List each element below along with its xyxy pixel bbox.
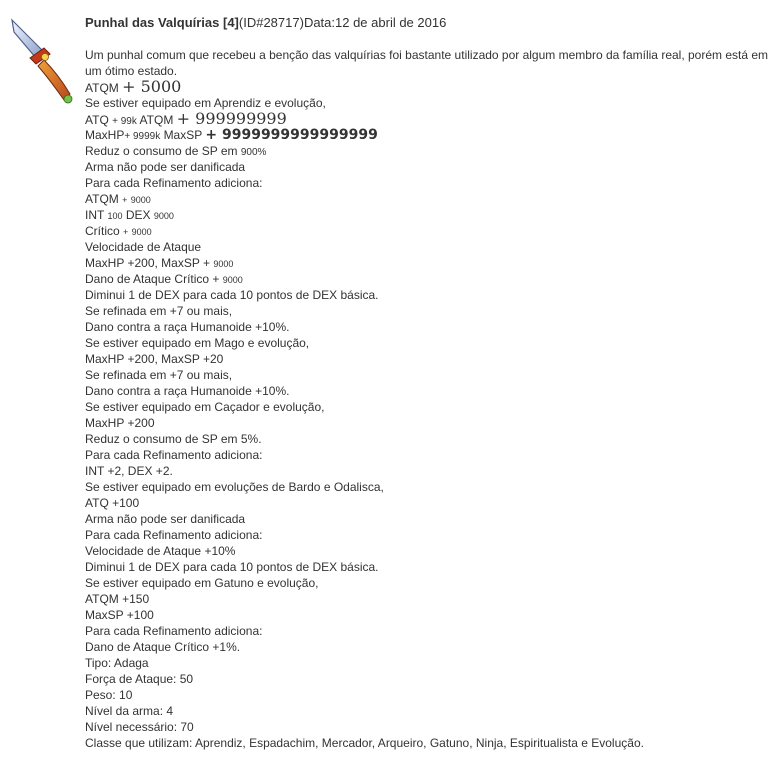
stat-line: Nível da arma: 4: [85, 704, 174, 718]
stat-line: Crítico + 9000: [85, 224, 152, 238]
item-date: Data:12 de abril de 2016: [303, 15, 447, 30]
stat-line: Para cada Refinamento adiciona:: [85, 528, 263, 542]
stat-line: Peso: 10: [85, 688, 133, 702]
stat-line: Arma não pode ser danificada: [85, 160, 246, 174]
stat-line: Classe que utilizam: Aprendiz, Espadachim, Mercador, Arqueiro, Gatuno, Ninja, Espiritualista e Evolução.: [85, 736, 644, 750]
stat-line: Velocidade de Ataque: [85, 240, 202, 254]
item-description: Um punhal comum que recebeu a benção das valquírias foi bastante utilizado por algum membro da família real, porém está em um ótimo estado.: [85, 48, 769, 78]
stat-line: Para cada Refinamento adiciona:: [85, 448, 263, 462]
stat-line: ATQ +100: [85, 496, 140, 510]
stat-line: MaxHP +200: [85, 416, 155, 430]
stat-line: Se estiver equipado em Gatuno e evolução,: [85, 576, 319, 590]
item-header: [85, 15, 446, 30]
stat-line: Para cada Refinamento adiciona:: [85, 176, 263, 190]
stat-line: Diminui 1 de DEX para cada 10 pontos de DEX básica.: [85, 288, 379, 302]
item-title: Punhal das Valquírias [4]: [85, 15, 239, 30]
stat-line: Se estiver equipado em Mago e evolução,: [85, 336, 310, 350]
stat-line: Se estiver equipado em Aprendiz e evolução,: [85, 96, 326, 110]
dagger-icon: [8, 14, 78, 106]
stat-line: Velocidade de Ataque +10%: [85, 544, 236, 558]
stat-line: Para cada Refinamento adiciona:: [85, 624, 263, 638]
stat-line: Arma não pode ser danificada: [85, 512, 246, 526]
stat-line: Se estiver equipado em Caçador e evolução,: [85, 400, 325, 414]
stat-line: Nível necessário: 70: [85, 720, 194, 734]
stat-line: Dano contra a raça Humanoide +10%.: [85, 320, 290, 334]
stat-line: MaxHP +200, MaxSP +20: [85, 352, 224, 366]
stat-line: Diminui 1 de DEX para cada 10 pontos de DEX básica.: [85, 560, 379, 574]
stat-line: Reduz o consumo de SP em 5%.: [85, 432, 262, 446]
stat-line: Dano de Ataque Crítico + 9000: [85, 272, 243, 286]
stat-line: ATQ + 99k ATQM + 999999999: [85, 109, 287, 128]
stat-line: Se estiver equipado em evoluções de Bardo e Odalisca,: [85, 480, 384, 494]
stat-line: Se refinada em +7 ou mais,: [85, 368, 233, 382]
item-stats: [85, 79, 775, 751]
stat-line: ATQM + 5000: [85, 77, 182, 96]
stat-line: MaxSP +100: [85, 608, 154, 622]
stat-line: Se refinada em +7 ou mais,: [85, 304, 233, 318]
stat-line: ATQM + 9000: [85, 192, 151, 206]
stat-line: MaxHP +200, MaxSP + 9000: [85, 256, 234, 270]
stat-line: Dano contra a raça Humanoide +10%.: [85, 384, 290, 398]
stat-line: Dano de Ataque Crítico +1%.: [85, 640, 241, 654]
stat-line: ATQM +150: [85, 592, 150, 606]
stat-line: INT +2, DEX +2.: [85, 464, 173, 478]
item-id: (ID#28717): [238, 15, 304, 30]
stat-line: INT 100 DEX 9000: [85, 208, 174, 222]
stat-line: Tipo: Adaga: [85, 656, 149, 670]
stat-line: Força de Ataque: 50: [85, 672, 194, 686]
stat-line: Reduz o consumo de SP em 900%: [85, 144, 267, 158]
stat-line: MaxHP+ 9999k MaxSP + 9999999999999999: [85, 127, 378, 143]
